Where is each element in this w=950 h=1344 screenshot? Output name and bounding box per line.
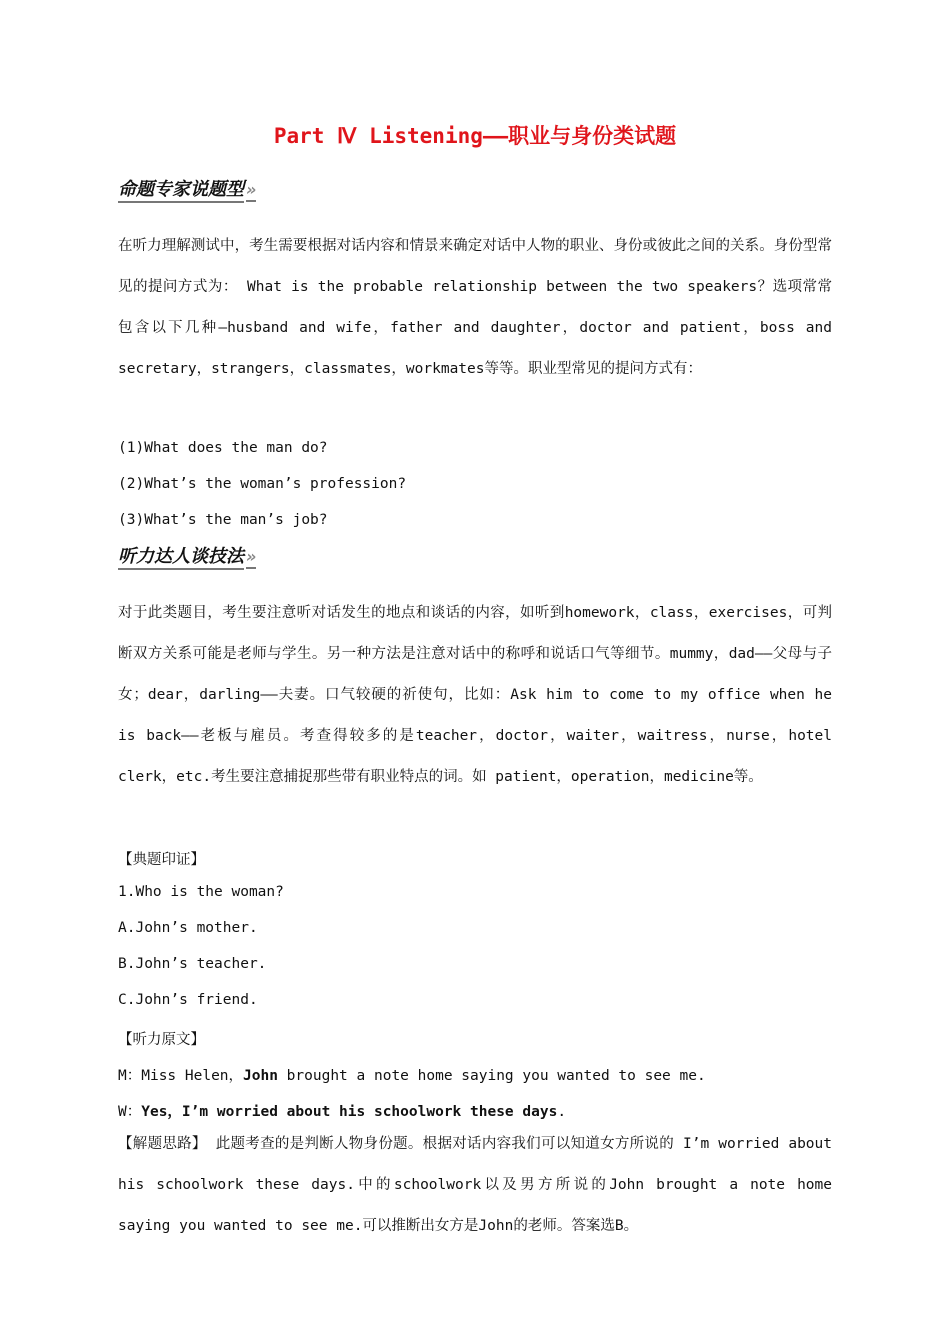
option-c: C.John’s friend.	[118, 992, 258, 1008]
option-b: B.John’s teacher.	[118, 956, 267, 972]
section-heading-text: 听力达人谈技法	[118, 546, 244, 570]
chevron-right-icon: »	[246, 547, 256, 569]
section-heading-text: 命题专家说题型	[118, 179, 244, 203]
example-label: 【典题印证】	[118, 852, 205, 868]
transcript-man-line	[118, 1064, 832, 1085]
line-text: .	[557, 1104, 567, 1120]
question-1: (1)What does the man do?	[118, 440, 328, 456]
section-heading-techniques	[118, 542, 256, 568]
question-3: (3)What’s the man’s job?	[118, 512, 328, 528]
section1-paragraph: 在听力理解测试中，考生需要根据对话内容和情景来确定对话中人物的职业、身份或彼此之间的关系。身份型常见的提问方式为： What is the probable relationship between the two speakers？选项常常包含以下几种—husband and wife，father and daughter，doctor and patient，boss and secretary，strangers，classmates，workmates等等。职业型常见的提问方式有：	[118, 238, 832, 377]
analysis-paragraph: 【解题思路】 此题考查的是判断人物身份题。根据对话内容我们可以知道女方所说的 I’m worried about his schoolwork these days.中的schoolwork以及男方所说的John brought a note home saying you wanted to see me.可以推断出女方是John的老师。答案选B。	[118, 1136, 832, 1234]
section2-paragraph: 对于此类题目，考生要注意听对话发生的地点和谈话的内容，如听到homework，class，exercises，可判断双方关系可能是老师与学生。另一种方法是注意对话中的称呼和说话口气等细节。mummy，dad——父母与子女；dear，darling——夫妻。口气较硬的祈使句，比如：Ask him to come to my office when he is back——老板与雇员。考查得较多的是teacher，doctor，waiter，waitress，nurse，hotel clerk，etc.考生要注意捕捉那些带有职业特点的词。如 patient，operation，medicine等。	[118, 605, 832, 785]
chevron-right-icon: »	[246, 180, 256, 202]
option-a: A.John’s mother.	[118, 920, 258, 936]
speaker-prefix: W：	[118, 1104, 142, 1120]
example-question: 1.Who is the woman?	[118, 884, 284, 900]
highlighted-text: Yes，I’m worried about his schoolwork these days	[141, 1104, 558, 1120]
transcript-woman-line	[118, 1100, 832, 1121]
highlighted-text: John	[243, 1068, 278, 1084]
speaker-prefix: M：Miss Helen，	[118, 1068, 244, 1084]
section-heading-question-types	[118, 175, 256, 201]
line-text: brought a note home saying you wanted to see me.	[277, 1068, 706, 1084]
question-2: (2)What’s the woman’s profession?	[118, 476, 407, 492]
page-title: Part Ⅳ Listening——职业与身份类试题	[273, 124, 677, 148]
transcript-label: 【听力原文】	[118, 1032, 205, 1048]
